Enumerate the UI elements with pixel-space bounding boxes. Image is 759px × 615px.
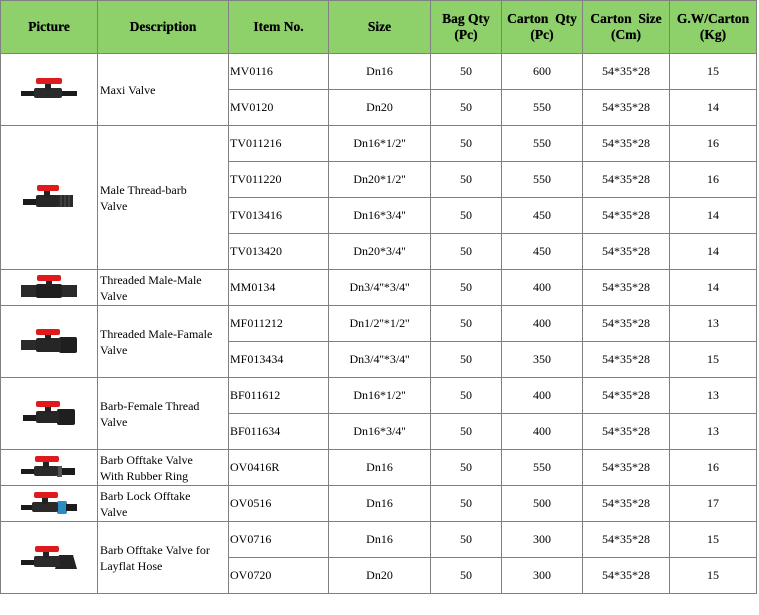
size-cell: Dn3/4''*3/4'': [329, 342, 431, 378]
col-header-bag-qty-label: Bag Qty: [442, 11, 490, 26]
barb-female-thread-valve-icon: [1, 399, 97, 429]
col-header-gw-carton-unit: (Kg): [699, 27, 727, 42]
item-no-cell: MV0116: [229, 54, 329, 90]
table-row: [1, 270, 757, 306]
product-picture-cell: [1, 306, 98, 378]
product-picture-cell: [1, 522, 98, 594]
product-description-line1: Male Thread-barb: [100, 182, 187, 197]
male-thread-barb-valve-icon: [1, 183, 97, 213]
table-row: [1, 126, 757, 162]
carton-qty-cell: 400: [502, 306, 583, 342]
product-description-cell: [98, 270, 229, 306]
table-body: [1, 54, 757, 594]
bag-qty-cell: 50: [431, 234, 502, 270]
item-no-cell: OV0716: [229, 522, 329, 558]
carton-size-cell: 54*35*28: [583, 522, 670, 558]
carton-qty-cell: 550: [502, 450, 583, 486]
barb-offtake-valve-layflat-icon: [1, 543, 97, 573]
product-description-cell: [98, 522, 229, 594]
table-row: [1, 486, 757, 522]
size-cell: Dn16: [329, 522, 431, 558]
carton-qty-cell: 350: [502, 342, 583, 378]
item-no-cell: OV0516: [229, 486, 329, 522]
bag-qty-cell: 50: [431, 558, 502, 594]
item-no-cell: MM0134: [229, 270, 329, 306]
barb-lock-offtake-valve-icon: [1, 489, 97, 519]
product-description-cell: [98, 54, 229, 126]
col-header-item-no: [229, 1, 329, 54]
col-header-size-label: Size: [367, 19, 392, 34]
col-header-gw-carton-label: G.W/Carton: [676, 11, 750, 26]
col-header-carton-size-unit: (Cm): [611, 27, 641, 42]
size-cell: Dn20: [329, 558, 431, 594]
size-cell: Dn16: [329, 54, 431, 90]
bag-qty-cell: 50: [431, 126, 502, 162]
product-description-cell: [98, 378, 229, 450]
carton-size-cell: 54*35*28: [583, 126, 670, 162]
item-no-cell: OV0416R: [229, 450, 329, 486]
product-description-cell: [98, 486, 229, 522]
gross-weight-cell: 13: [670, 378, 757, 414]
bag-qty-cell: 50: [431, 270, 502, 306]
item-no-cell: TV011220: [229, 162, 329, 198]
threaded-male-female-valve-icon: [1, 327, 97, 357]
col-header-description-label: Description: [129, 19, 197, 34]
product-description-line2: Valve: [100, 414, 128, 429]
product-picture-cell: [1, 270, 98, 306]
carton-size-cell: 54*35*28: [583, 378, 670, 414]
col-header-item-no-label: Item No.: [253, 19, 304, 34]
col-header-carton-size-label: Carton Size: [590, 11, 662, 26]
bag-qty-cell: 50: [431, 306, 502, 342]
product-picture-cell: [1, 450, 98, 486]
table-row: [1, 450, 757, 486]
carton-qty-cell: 550: [502, 90, 583, 126]
table-row: [1, 306, 757, 342]
carton-qty-cell: 550: [502, 126, 583, 162]
product-description-line1: Barb Lock Offtake: [100, 488, 191, 503]
size-cell: Dn20*1/2'': [329, 162, 431, 198]
size-cell: Dn16: [329, 450, 431, 486]
gross-weight-cell: 13: [670, 414, 757, 450]
item-no-cell: MV0120: [229, 90, 329, 126]
product-description-line1: Barb Offtake Valve: [100, 452, 193, 467]
gross-weight-cell: 17: [670, 486, 757, 522]
gross-weight-cell: 16: [670, 162, 757, 198]
carton-size-cell: 54*35*28: [583, 414, 670, 450]
maxi-valve-icon: [1, 75, 97, 105]
item-no-cell: TV013416: [229, 198, 329, 234]
gross-weight-cell: 14: [670, 90, 757, 126]
product-description-line2: Valve: [100, 288, 128, 303]
product-description-line2: Layflat Hose: [100, 558, 163, 573]
carton-size-cell: 54*35*28: [583, 198, 670, 234]
barb-offtake-valve-rubber-ring-icon: [1, 453, 97, 483]
product-description-line2: With Rubber Ring: [100, 468, 189, 483]
item-no-cell: TV011216: [229, 126, 329, 162]
gross-weight-cell: 16: [670, 126, 757, 162]
product-picture-cell: [1, 126, 98, 270]
product-description-line1: Threaded Male-Male: [100, 272, 202, 287]
bag-qty-cell: 50: [431, 414, 502, 450]
col-header-bag-qty: [431, 1, 502, 54]
carton-size-cell: 54*35*28: [583, 486, 670, 522]
bag-qty-cell: 50: [431, 342, 502, 378]
product-description-line1: Maxi Valve: [100, 82, 156, 97]
carton-qty-cell: 400: [502, 414, 583, 450]
bag-qty-cell: 50: [431, 54, 502, 90]
carton-qty-cell: 450: [502, 198, 583, 234]
bag-qty-cell: 50: [431, 522, 502, 558]
product-description-line2: Valve: [100, 342, 128, 357]
col-header-picture-label: Picture: [28, 19, 70, 34]
carton-size-cell: 54*35*28: [583, 450, 670, 486]
size-cell: Dn16*1/2'': [329, 126, 431, 162]
threaded-male-male-valve-icon: [1, 273, 97, 303]
carton-size-cell: 54*35*28: [583, 234, 670, 270]
gross-weight-cell: 14: [670, 270, 757, 306]
bag-qty-cell: 50: [431, 162, 502, 198]
gross-weight-cell: 14: [670, 198, 757, 234]
col-header-size: [329, 1, 431, 54]
col-header-gw-carton: [670, 1, 757, 54]
product-description-cell: [98, 126, 229, 270]
col-header-carton-qty-label: Carton Qty: [507, 11, 577, 26]
col-header-bag-qty-unit: (Pc): [454, 27, 478, 42]
item-no-cell: TV013420: [229, 234, 329, 270]
product-description-line1: Barb Offtake Valve for: [100, 542, 210, 557]
product-description-line1: Barb-Female Thread: [100, 398, 200, 413]
col-header-carton-size: [583, 1, 670, 54]
size-cell: Dn16*1/2'': [329, 378, 431, 414]
size-cell: Dn3/4''*3/4'': [329, 270, 431, 306]
size-cell: Dn16: [329, 486, 431, 522]
product-picture-cell: [1, 486, 98, 522]
carton-size-cell: 54*35*28: [583, 558, 670, 594]
item-no-cell: BF011612: [229, 378, 329, 414]
carton-qty-cell: 600: [502, 54, 583, 90]
item-no-cell: BF011634: [229, 414, 329, 450]
carton-size-cell: 54*35*28: [583, 342, 670, 378]
gross-weight-cell: 15: [670, 342, 757, 378]
item-no-cell: OV0720: [229, 558, 329, 594]
table-row: [1, 522, 757, 558]
carton-qty-cell: 400: [502, 270, 583, 306]
bag-qty-cell: 50: [431, 198, 502, 234]
size-cell: Dn16*3/4'': [329, 198, 431, 234]
table-row: [1, 54, 757, 90]
gross-weight-cell: 13: [670, 306, 757, 342]
product-description-line1: Threaded Male-Famale: [100, 326, 213, 341]
carton-qty-cell: 400: [502, 378, 583, 414]
carton-qty-cell: 500: [502, 486, 583, 522]
col-header-picture: [1, 1, 98, 54]
carton-size-cell: 54*35*28: [583, 270, 670, 306]
bag-qty-cell: 50: [431, 486, 502, 522]
carton-size-cell: 54*35*28: [583, 162, 670, 198]
table-row: [1, 378, 757, 414]
gross-weight-cell: 15: [670, 54, 757, 90]
size-cell: Dn16*3/4'': [329, 414, 431, 450]
carton-qty-cell: 450: [502, 234, 583, 270]
carton-qty-cell: 300: [502, 558, 583, 594]
header-row: [1, 1, 757, 54]
col-header-carton-qty: [502, 1, 583, 54]
product-description-cell: [98, 306, 229, 378]
item-no-cell: MF013434: [229, 342, 329, 378]
product-picture-cell: [1, 54, 98, 126]
gross-weight-cell: 15: [670, 558, 757, 594]
product-picture-cell: [1, 378, 98, 450]
carton-size-cell: 54*35*28: [583, 306, 670, 342]
carton-qty-cell: 300: [502, 522, 583, 558]
bag-qty-cell: 50: [431, 90, 502, 126]
bag-qty-cell: 50: [431, 450, 502, 486]
carton-qty-cell: 550: [502, 162, 583, 198]
size-cell: Dn1/2''*1/2'': [329, 306, 431, 342]
gross-weight-cell: 15: [670, 522, 757, 558]
item-no-cell: MF011212: [229, 306, 329, 342]
gross-weight-cell: 16: [670, 450, 757, 486]
carton-size-cell: 54*35*28: [583, 90, 670, 126]
size-cell: Dn20: [329, 90, 431, 126]
product-description-line2: Valve: [100, 504, 128, 519]
col-header-description: [98, 1, 229, 54]
gross-weight-cell: 14: [670, 234, 757, 270]
product-description-cell: [98, 450, 229, 486]
col-header-carton-qty-unit: (Pc): [530, 27, 554, 42]
product-description-line2: Valve: [100, 198, 128, 213]
bag-qty-cell: 50: [431, 378, 502, 414]
size-cell: Dn20*3/4'': [329, 234, 431, 270]
carton-size-cell: 54*35*28: [583, 54, 670, 90]
